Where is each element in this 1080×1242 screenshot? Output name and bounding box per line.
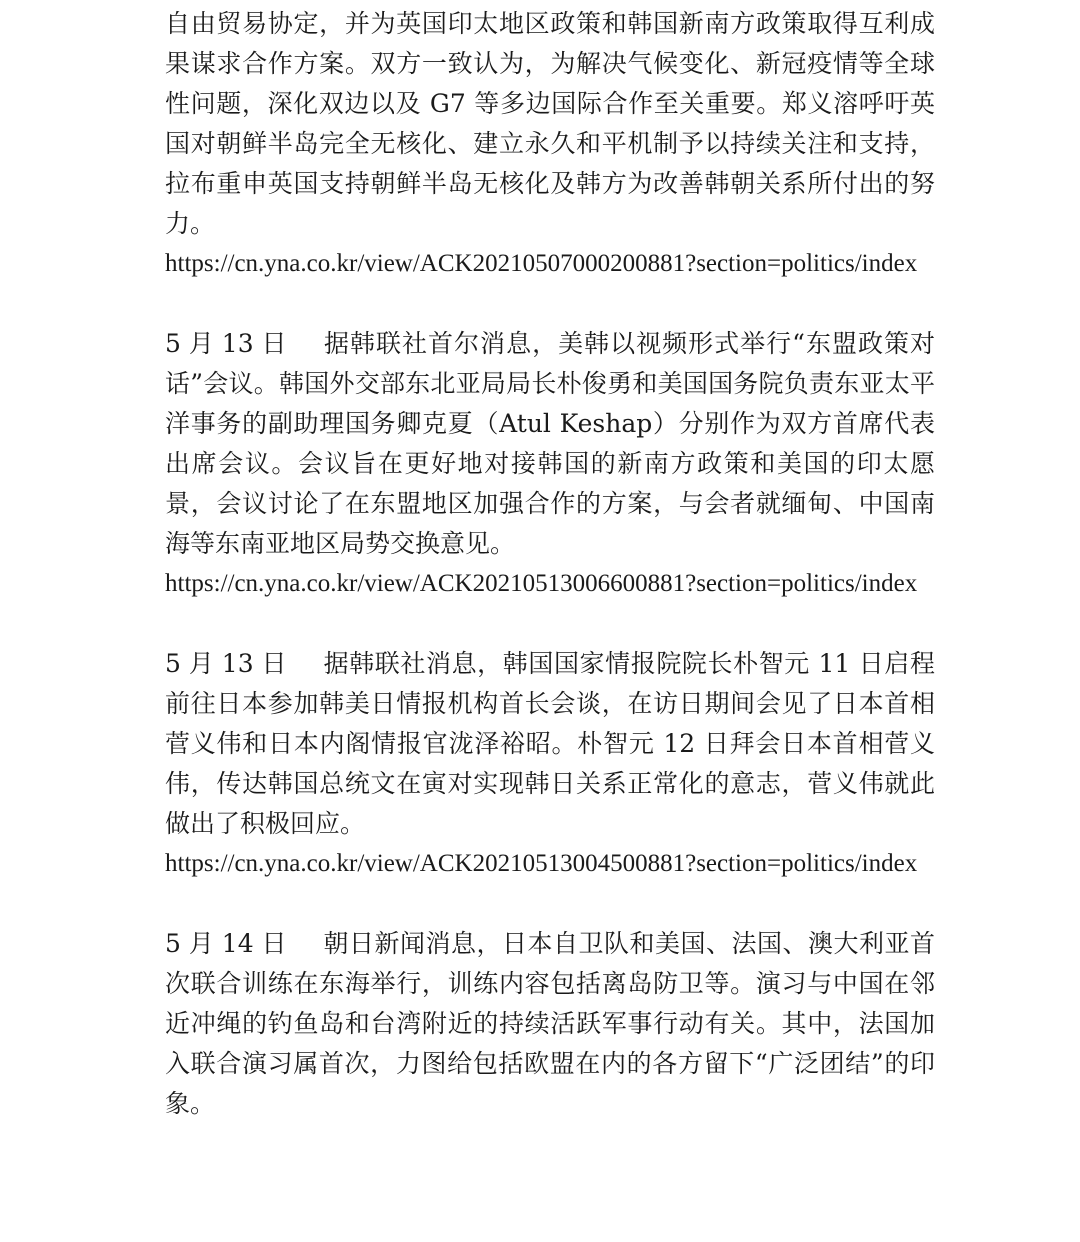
entry-paragraph — [165, 924, 935, 1124]
entry-text: 朝日新闻消息，日本自卫队和美国、法国、澳大利亚首次联合训练在东海举行，训练内容包括离岛防卫等。演习与中国在邻近冲绳的钓鱼岛和台湾附近的持续活跃军事行动有关。其中，法国加入联合演习属首次，力图给包括欧盟在内的各方留下“广泛团结”的印象。 — [165, 929, 935, 1118]
paragraph-gap — [165, 604, 935, 644]
entry-date: 5 月 14 日 — [165, 929, 287, 958]
entry-url-link[interactable]: https://cn.yna.co.kr/view/ACK20210513004500881?section=politics/index — [165, 850, 918, 877]
paragraph-gap — [165, 884, 935, 924]
paragraph-gap — [165, 284, 935, 324]
entry-paragraph — [165, 644, 935, 844]
entry-date: 5 月 13 日 — [165, 329, 287, 358]
news-entry-2 — [165, 324, 935, 604]
entry-text: 自由贸易协定，并为英国印太地区政策和韩国新南方政策取得互利成果谋求合作方案。双方一致认为，为解决气候变化、新冠疫情等全球性问题，深化双边以及 G7 等多边国际合作至关重要。郑义溶呼吁英国对朝鲜半岛完全无核化、建立永久和平机制予以持续关注和支持，拉布重申英国支持朝鲜半岛无核化及韩方为改善韩朝关系所付出的努力。 — [165, 9, 935, 238]
entry-text: 据韩联社消息，韩国国家情报院院长朴智元 11 日启程前往日本参加韩美日情报机构首长会谈，在访日期间会见了日本首相菅义伟和日本内阁情报官泷泽裕昭。朴智元 12 日拜会日本首相菅义伟，传达韩国总统文在寅对实现韩日关系正常化的意志，菅义伟就此做出了积极回应。 — [165, 649, 935, 838]
entry-date: 5 月 13 日 — [165, 649, 287, 678]
news-entry-1 — [165, 4, 935, 284]
entry-url-link[interactable]: https://cn.yna.co.kr/view/ACK20210513006600881?section=politics/index — [165, 570, 918, 597]
entry-url-link[interactable]: https://cn.yna.co.kr/view/ACK20210507000200881?section=politics/index — [165, 250, 918, 277]
entry-text: 据韩联社首尔消息，美韩以视频形式举行“东盟政策对话”会议。韩国外交部东北亚局局长朴俊勇和美国国务院负责东亚太平洋事务的副助理国务卿克夏（Atul Keshap）分别作为双方首席代表出席会议。会议旨在更好地对接韩国的新南方政策和美国的印太愿景，会议讨论了在东盟地区加强合作的方案，与会者就缅甸、中国南海等东南亚地区局势交换意见。 — [165, 329, 935, 558]
document-page — [165, 4, 935, 1124]
news-entry-3 — [165, 644, 935, 884]
entry-paragraph — [165, 324, 935, 564]
news-entry-4 — [165, 924, 935, 1124]
